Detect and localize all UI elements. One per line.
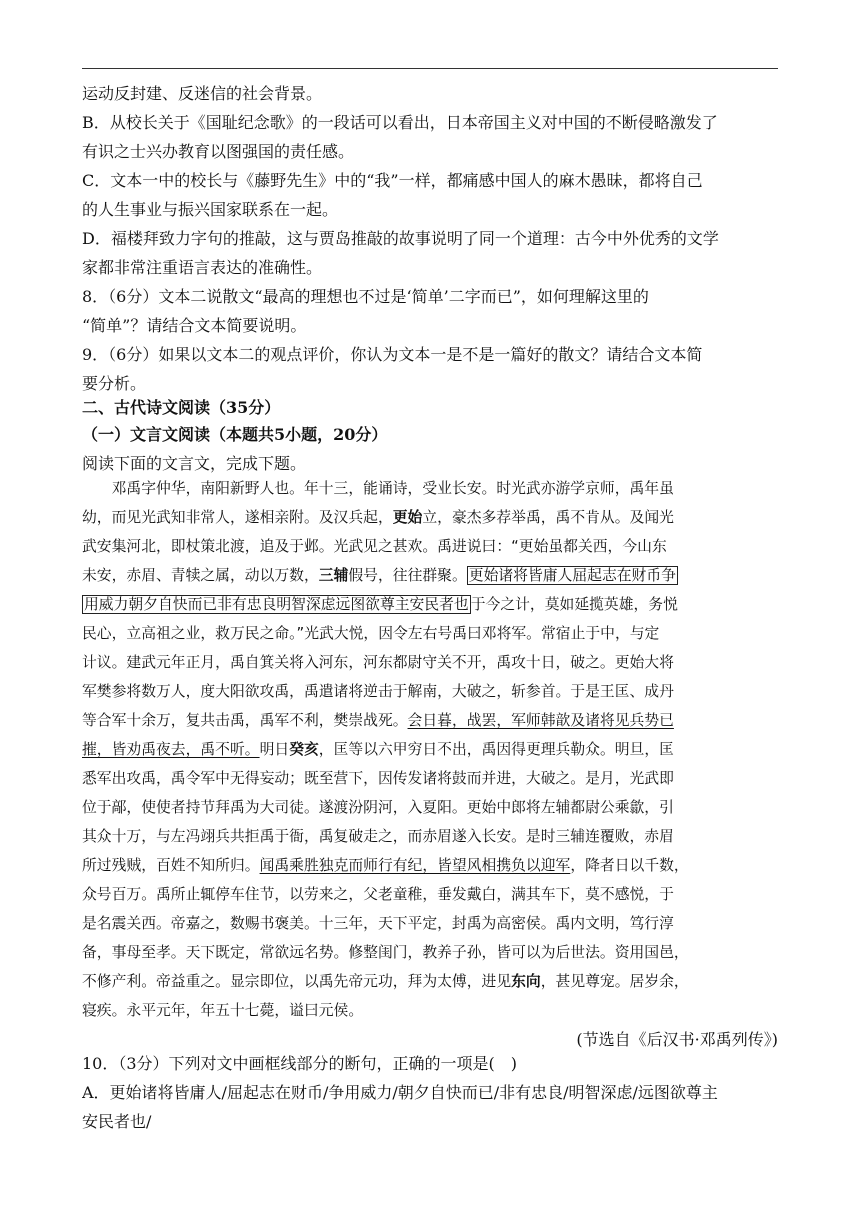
top-rule (82, 68, 778, 69)
passage-line: 武安集河北，即杖策北渡，追及于邺。光武见之甚欢。禹进说曰：“更始虽都关西，今山东 (82, 538, 667, 555)
passage-line: 其众十万，与左冯翊兵共拒禹于衙，禹复破走之，而赤眉遂入长安。是时三辅连覆败，赤眉 (82, 828, 674, 845)
option-b-line2: 有识之士兴办教育以图强国的责任感。 (82, 142, 355, 161)
passage-line: 军樊参将数万人，度大阳欲攻禹，禹遣诸将逆击于解南，大破之，斩参首。于是王匡、成丹 (82, 683, 674, 700)
passage-line: 不修产利。帝益重之。显宗即位，以禹先帝元功，拜为太傅，进见东向，甚见尊宠。居岁余， (82, 973, 689, 990)
passage-line: 备，事母至孝。天下既定，常欲远名势。修整闺门，教养子孙，皆可以为后世法。资用国邑， (82, 944, 689, 961)
passage-line: 邓禹字仲华，南阳新野人也。年十三，能诵诗，受业长安。时光武亦游学京师，禹年虽 (82, 480, 674, 497)
question-10-option-a-line2: 安民者也/ (82, 1112, 152, 1131)
question-8-line1: 8．（6分）文本二说散文“最高的理想也不过是‘简单’二字而已”，如何理解这里的 (82, 287, 649, 306)
passage-line: 民心，立高祖之业，救万民之命。”光武大悦，因令左右号禹曰邓将军。常宿止于中，与定 (82, 625, 660, 642)
question-9-line1: 9．（6分）如果以文本二的观点评价，你认为文本一是不是一篇好的散文？请结合文本简 (82, 345, 703, 364)
bold-term: 更始 (392, 509, 423, 526)
section-heading: 二、古代诗文阅读（35分） (82, 398, 281, 417)
passage-line: 用威力朝夕自快而已非有忠良明智深虑远图欲尊主安民者也 于今之计，莫如延揽英雄，务悦 (84, 596, 678, 613)
option-c-line2: 的人生事业与振兴国家联系在一起。 (82, 200, 339, 219)
passage-line: 所过残贼，百姓不知所归。闻禹乘胜独克而师行有纪，皆望风相携负以迎军，降者日以千数， (82, 857, 689, 874)
passage-line: 幼，而见光武知非常人，遂相亲附。及汉兵起，更始立，豪杰多荐举禹，禹不肯从。及闻光 (82, 509, 674, 526)
question-10: 10．（3分）下列对文中画框线部分的断句，正确的一项是( ) (82, 1054, 518, 1073)
underlined-passage: 闻禹乘胜独克而师行有纪，皆望风相携负以迎军 (259, 857, 571, 874)
question-9-line2: 要分析。 (82, 374, 147, 393)
underlined-passage: 会日暮，战罢，军师韩歆及诸将见兵势已 (407, 712, 674, 729)
passage-line: 等合军十余万，复共击禹，禹军不利，樊崇战死。会日暮，战罢，军师韩歆及诸将见兵势已 (82, 712, 674, 729)
passage-line: 众号百万。禹所止辄停车住节，以劳来之，父老童稚，垂发戴白，满其车下，莫不感悦，于 (82, 886, 674, 903)
subsection-heading: （一）文言文阅读（本题共5小题，20分） (82, 425, 388, 444)
reading-instruction: 阅读下面的文言文，完成下题。 (82, 454, 307, 473)
passage-line: 计议。建武元年正月，禹自箕关将入河东，河东都尉守关不开，禹攻十日，破之。更始大将 (82, 654, 674, 671)
passage-line: 位于鄗，使使者持节拜禹为大司徒。遂渡汾阴河，入夏阳。更始中郎将左辅都尉公乘歙，引 (82, 799, 674, 816)
option-d-line2: 家都非常注重语言表达的准确性。 (82, 258, 323, 277)
bold-term: 三辅 (318, 567, 349, 584)
option-d-line1: D．福楼拜致力字句的推敲，这与贾岛推敲的故事说明了同一个道理：古今中外优秀的文学 (82, 229, 719, 248)
underlined-passage: 摧，皆劝禹夜去，禹不听。 (82, 741, 260, 758)
passage-line: 寝疾。永平元年，年五十七薨，谥曰元侯。 (82, 1002, 364, 1019)
passage-line: 悉军出攻禹，禹令军中无得妄动；既至营下，因传发诸将鼓而并进，大破之。是月，光武即 (82, 770, 674, 787)
boxed-passage: 更始诸将皆庸人屈起志在财币争 (468, 567, 676, 584)
boxed-passage: 用威力朝夕自快而已非有忠良明智深虑远图欲尊主安民者也 (84, 596, 469, 613)
question-10-option-a-line1: A．更始诸将皆庸人/屈起志在财币/争用威力/朝夕自快而已/非有忠良/明智深虑/远图欲尊主 (82, 1083, 718, 1102)
bold-term: 癸亥 (289, 741, 319, 758)
option-b-line1: B．从校长关于《国耻纪念歌》的一段话可以看出，日本帝国主义对中国的不断侵略激发了 (82, 113, 718, 132)
bold-term: 东向 (511, 973, 541, 990)
source-citation: (节选自《后汉书·邓禹列传》) (576, 1030, 778, 1049)
passage-line: 是名震关西。帝嘉之，数赐书褒美。十三年，天下平定，封禹为高密侯。禹内文明，笃行淳 (82, 915, 674, 932)
option-a-continuation: 运动反封建、反迷信的社会背景。 (82, 84, 323, 103)
passage-line: 未安，赤眉、青犊之属，动以万数，三辅假号，往往群聚。 更始诸将皆庸人屈起志在财币争 (82, 567, 676, 584)
passage-line: 摧，皆劝禹夜去，禹不听。明日癸亥，匡等以六甲穷日不出，禹因得更理兵勒众。明旦，匡 (82, 741, 674, 758)
option-c-line1: C．文本一中的校长与《藤野先生》中的“我”一样，都痛感中国人的麻木愚昧，都将自己 (82, 171, 703, 190)
question-8-line2: “简单”？请结合文本简要说明。 (82, 316, 307, 335)
